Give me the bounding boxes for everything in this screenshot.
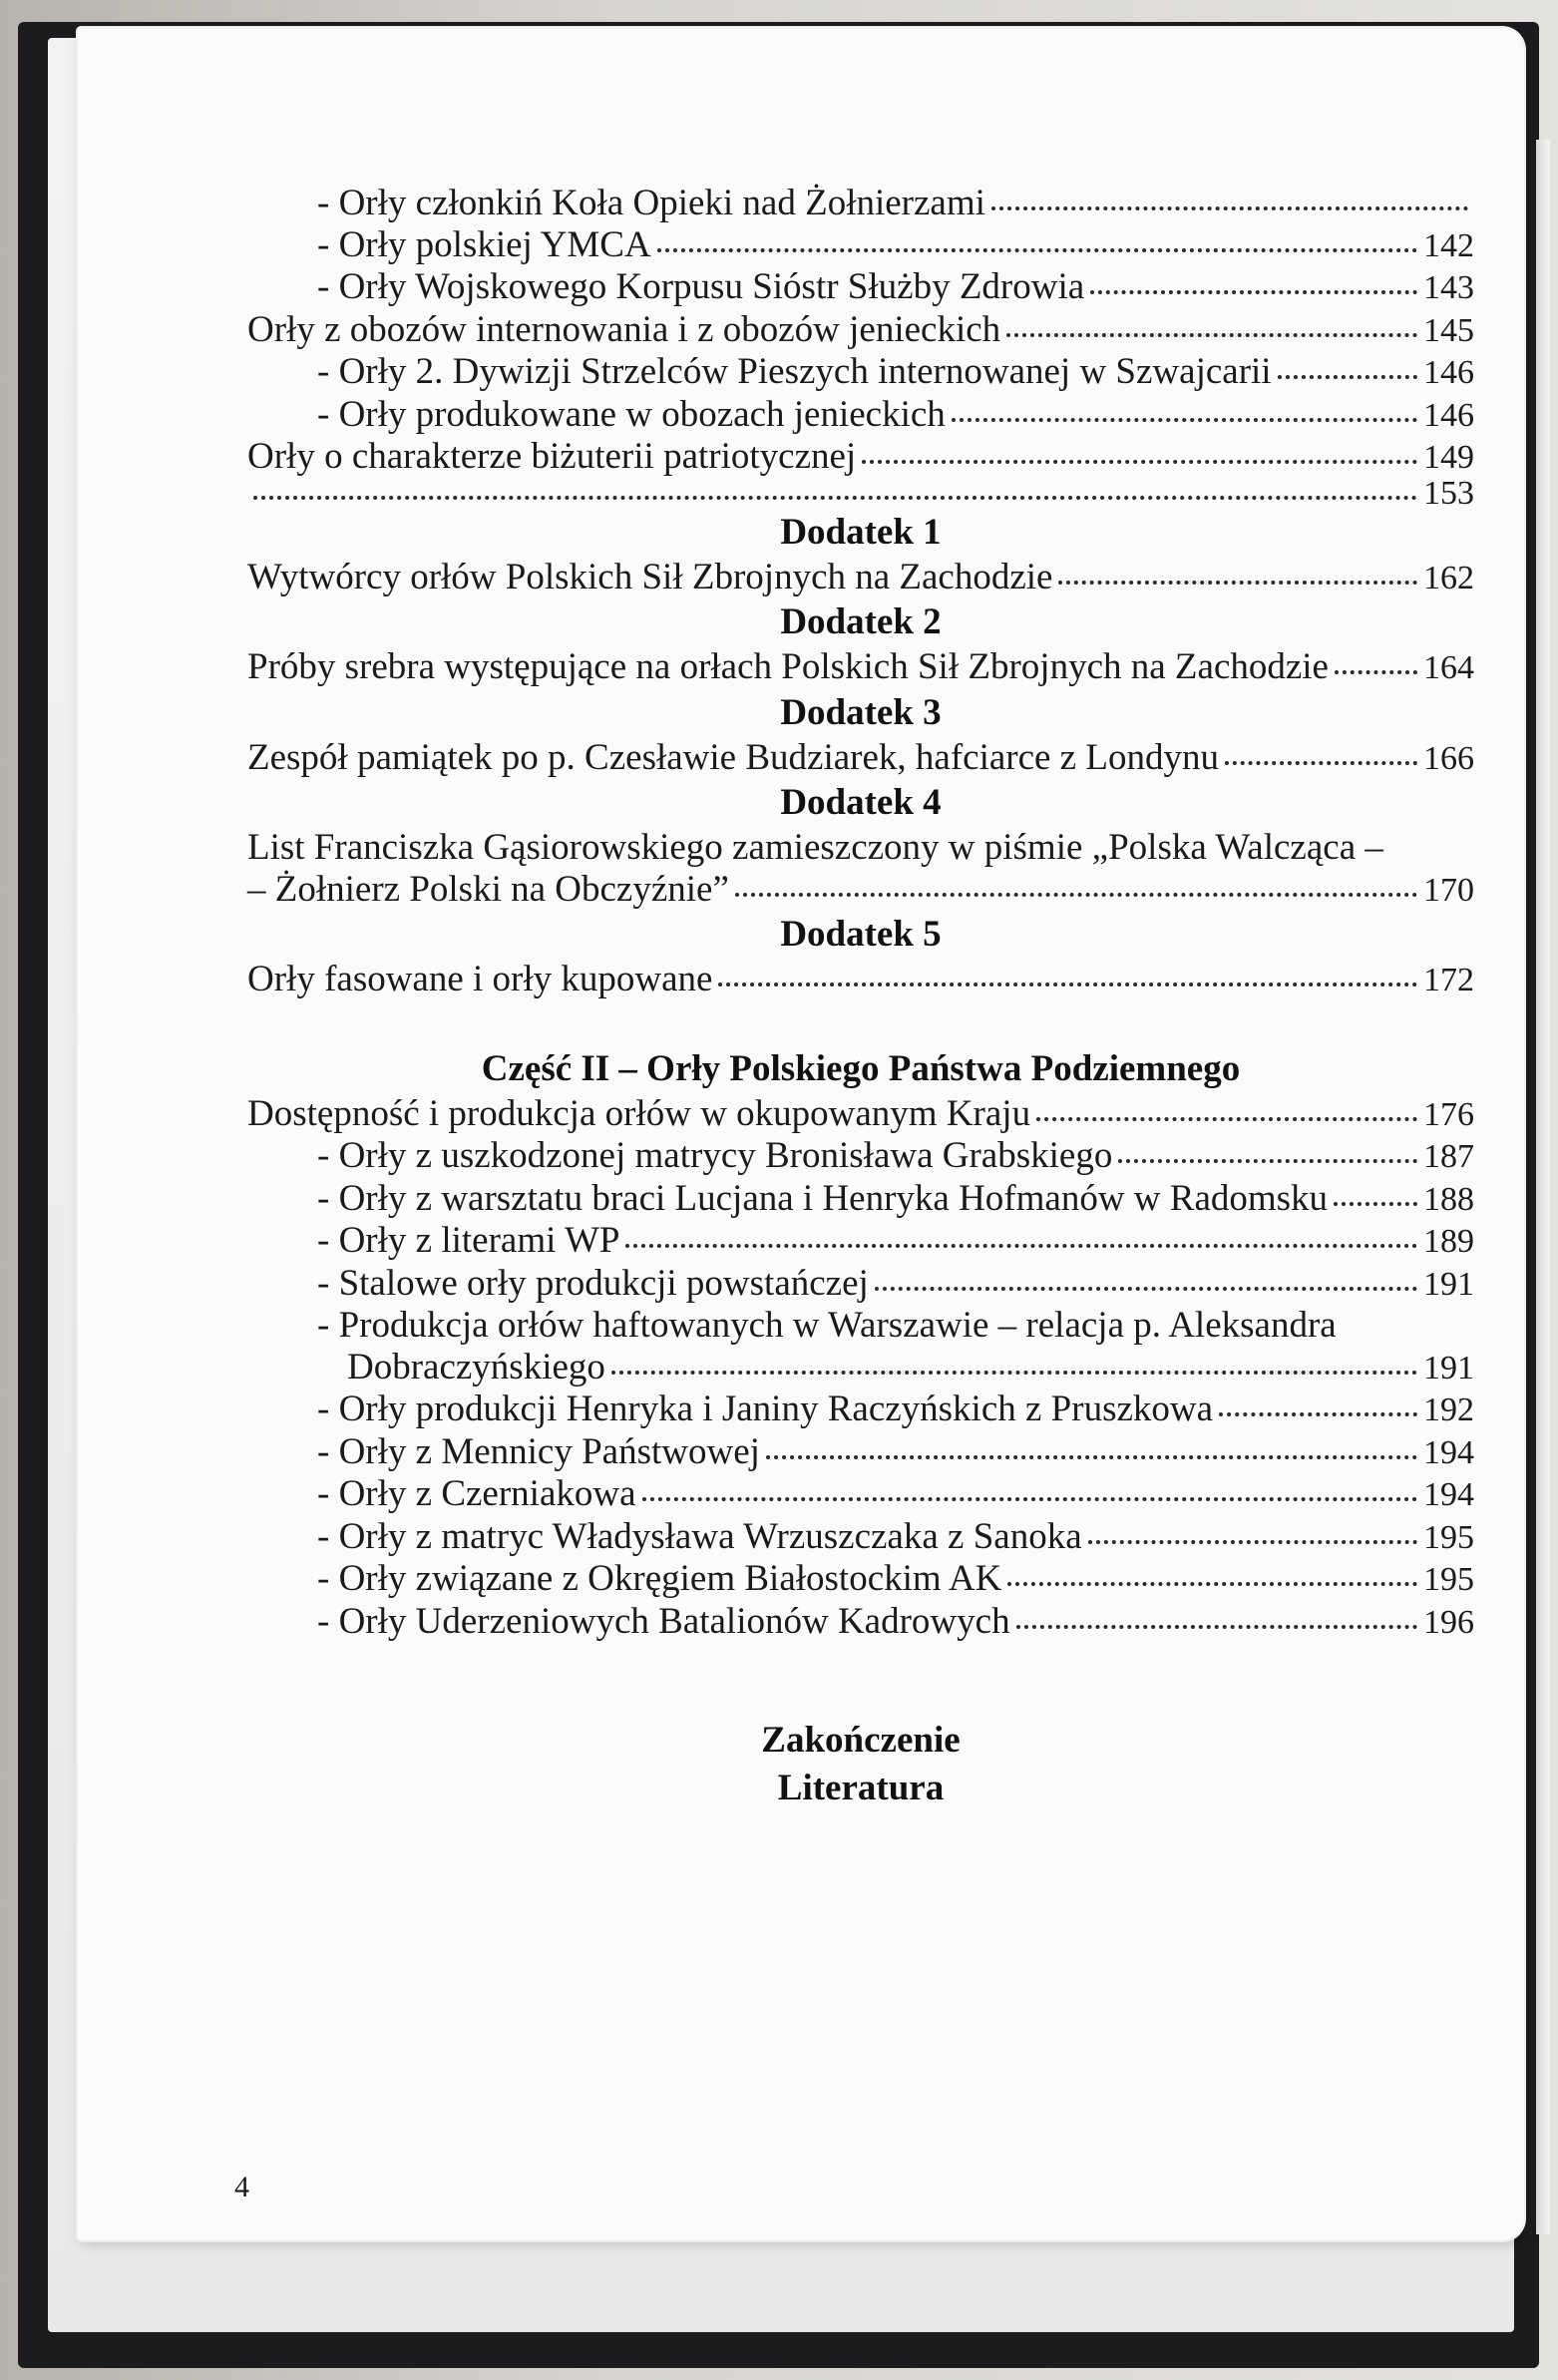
toc-entry-page: 143	[1423, 269, 1474, 306]
toc-entry-title: - Orły Uderzeniowych Batalionów Kadrowych	[317, 1600, 1010, 1642]
toc-entry	[247, 183, 1474, 224]
toc-entry	[247, 1178, 1474, 1221]
toc-entry	[247, 959, 1474, 1001]
toc-entry	[247, 1093, 1474, 1136]
toc-entry-page: 142	[1423, 226, 1474, 264]
spacer	[247, 1643, 1474, 1717]
toc-entry-title: Orły fasowane i orły kupowane	[247, 959, 713, 999]
toc-entry-title: - Orły z literami WP	[317, 1220, 620, 1261]
toc-entry-page: 191	[1423, 1265, 1474, 1303]
toc-entry	[247, 266, 1474, 309]
toc-entry-page: 149	[1423, 439, 1474, 476]
appendix-heading: Dodatek 4	[780, 782, 942, 823]
toc-entry-title-line1: - Produkcja orłów haftowanych w Warszawie – relacja p. Aleksandra	[317, 1305, 1337, 1346]
toc-entry	[247, 869, 1474, 912]
leader-dots	[991, 206, 1468, 210]
toc-entry	[247, 1558, 1474, 1601]
toc-entry-page: 172	[1423, 962, 1474, 998]
table-of-contents	[247, 183, 1474, 1812]
toc-entry-title: - Orły produkowane w obozach jenieckich	[317, 393, 946, 435]
toc-entry-title: - Orły z uszkodzonej matrycy Bronisława Grabskiego	[317, 1135, 1113, 1176]
toc-entry-title: Orły z obozów internowania i z obozów jenieckich	[247, 308, 1001, 350]
toc-entry-title: - Orły polskiej YMCA	[317, 223, 651, 265]
toc-entry-page: 146	[1423, 354, 1474, 391]
toc-entry-page: 166	[1423, 739, 1474, 777]
page-number: 4	[234, 2171, 249, 2203]
toc-entry	[247, 224, 1474, 267]
toc-entry-title: Dobraczyńskiego	[347, 1346, 605, 1388]
spacer	[247, 1001, 1474, 1045]
toc-entry-title: - Orły z Czerniakowa	[317, 1473, 636, 1514]
toc-entry	[247, 1347, 1474, 1389]
toc-entry	[247, 351, 1474, 394]
toc-entry-title: - Orły produkcji Henryka i Janiny Raczyńskich z Pruszkowa	[317, 1388, 1214, 1429]
toc-entry	[247, 737, 1474, 780]
toc-entry	[247, 436, 1474, 479]
leader-dots	[1090, 290, 1417, 294]
toc-entry-title: – Żołnierz Polski na Obczyźnie”	[247, 868, 729, 910]
leader-dots	[1118, 1159, 1417, 1163]
toc-entry-page: 188	[1423, 1180, 1474, 1218]
toc-entry	[247, 557, 1474, 599]
appendix-heading: Dodatek 5	[780, 914, 942, 955]
leader-dots	[253, 496, 1417, 500]
leader-dots	[1219, 1412, 1417, 1416]
leader-dots	[1016, 1625, 1417, 1629]
leader-dots	[766, 1455, 1417, 1459]
toc-entry-page: 195	[1423, 1518, 1474, 1556]
leader-dots	[1225, 761, 1417, 765]
toc-entry-title: - Orły Wojskowego Korpusu Sióstr Służby Zdrowia	[317, 266, 1085, 307]
toc-entry	[247, 646, 1474, 689]
toc-entry-page: 170	[1423, 871, 1474, 909]
toc-entry	[247, 1601, 1474, 1644]
toc-entry-page: 194	[1423, 1476, 1474, 1513]
closing-heading: Zakończenie	[761, 1720, 961, 1761]
toc-entry-title-line1: List Franciszka Gąsiorowskiego zamieszczony w piśmie „Polska Walcząca –	[247, 827, 1383, 868]
toc-entry-page: 196	[1423, 1603, 1474, 1641]
page-edge-stack	[1536, 140, 1550, 2234]
book-page	[78, 28, 1524, 2240]
toc-entry-page: 192	[1423, 1391, 1474, 1428]
toc-entry	[247, 394, 1474, 437]
leader-dots	[1088, 1540, 1417, 1544]
leader-dots	[642, 1497, 1417, 1501]
toc-entry-title: Dostępność i produkcja orłów w okupowanym Kraju	[247, 1092, 1031, 1134]
toc-entry	[247, 1516, 1474, 1559]
toc-entry	[247, 474, 1474, 512]
toc-entry-page: 176	[1423, 1095, 1474, 1133]
toc-entry	[247, 1135, 1474, 1178]
leader-dots	[1058, 581, 1417, 585]
toc-entry-title: Próby srebra występujące na orłach Polskich Sił Zbrojnych na Zachodzie	[247, 646, 1329, 687]
toc-entry	[247, 1431, 1474, 1474]
toc-entry-page: 187	[1423, 1138, 1474, 1175]
toc-entry-page: 194	[1423, 1433, 1474, 1471]
toc-entry-page: 189	[1423, 1223, 1474, 1260]
leader-dots	[1006, 333, 1417, 337]
leader-dots	[611, 1371, 1417, 1375]
part-heading: Część II – Orły Polskiego Państwa Podziemnego	[481, 1047, 1241, 1089]
toc-entry-page: 153	[1423, 474, 1474, 512]
appendix-heading: Dodatek 3	[780, 691, 942, 733]
toc-entry-page: 195	[1423, 1561, 1474, 1598]
appendix-heading: Dodatek 1	[780, 511, 942, 553]
toc-entry-title: Wytwórcy orłów Polskich Sił Zbrojnych na Zachodzie	[247, 556, 1053, 597]
toc-entry-page: 146	[1423, 396, 1474, 434]
toc-entry-page: 145	[1423, 311, 1474, 349]
leader-dots	[735, 893, 1417, 897]
toc-entry-page: 164	[1423, 649, 1474, 686]
appendix-heading: Dodatek 2	[780, 601, 942, 642]
toc-entry-title: - Orły z matryc Władysława Wrzuszczaka z Sanoka	[317, 1515, 1082, 1557]
toc-entry-page: 162	[1423, 559, 1474, 596]
toc-entry	[247, 1388, 1474, 1431]
toc-entry	[247, 1263, 1474, 1306]
leader-dots	[875, 1287, 1417, 1291]
toc-entry	[247, 309, 1474, 352]
toc-entry-title: - Orły związane z Okręgiem Białostockim AK	[317, 1558, 1002, 1599]
leader-dots	[1278, 375, 1417, 379]
toc-entry	[247, 1220, 1474, 1263]
leader-dots	[625, 1244, 1417, 1248]
toc-entry-title: - Orły członkiń Koła Opieki nad Żołnierzami	[317, 183, 985, 223]
toc-entry-page: 191	[1423, 1349, 1474, 1387]
leader-dots	[657, 248, 1417, 252]
leader-dots	[1335, 670, 1417, 674]
bibliography-heading: Literatura	[777, 1768, 945, 1808]
leader-dots	[718, 983, 1417, 987]
toc-entry-title: - Orły 2. Dywizji Strzelców Pieszych internowanej w Szwajcarii	[317, 351, 1272, 392]
toc-entry-title: - Orły z warsztatu braci Lucjana i Henryka Hofmanów w Radomsku	[317, 1177, 1329, 1219]
toc-entry-title: Zespół pamiątek po p. Czesławie Budziarek, hafciarce z Londynu	[247, 736, 1219, 778]
leader-dots	[1007, 1582, 1417, 1586]
toc-entry-title: - Orły z Mennicy Państwowej	[317, 1430, 760, 1472]
toc-entry	[247, 1473, 1474, 1516]
leader-dots	[1334, 1202, 1417, 1206]
leader-dots	[1036, 1117, 1417, 1121]
toc-entry-title: Orły o charakterze biżuterii patriotycznej	[247, 436, 857, 477]
leader-dots	[952, 418, 1417, 422]
leader-dots	[862, 460, 1417, 464]
toc-entry-title: - Stalowe orły produkcji powstańczej	[317, 1262, 869, 1304]
